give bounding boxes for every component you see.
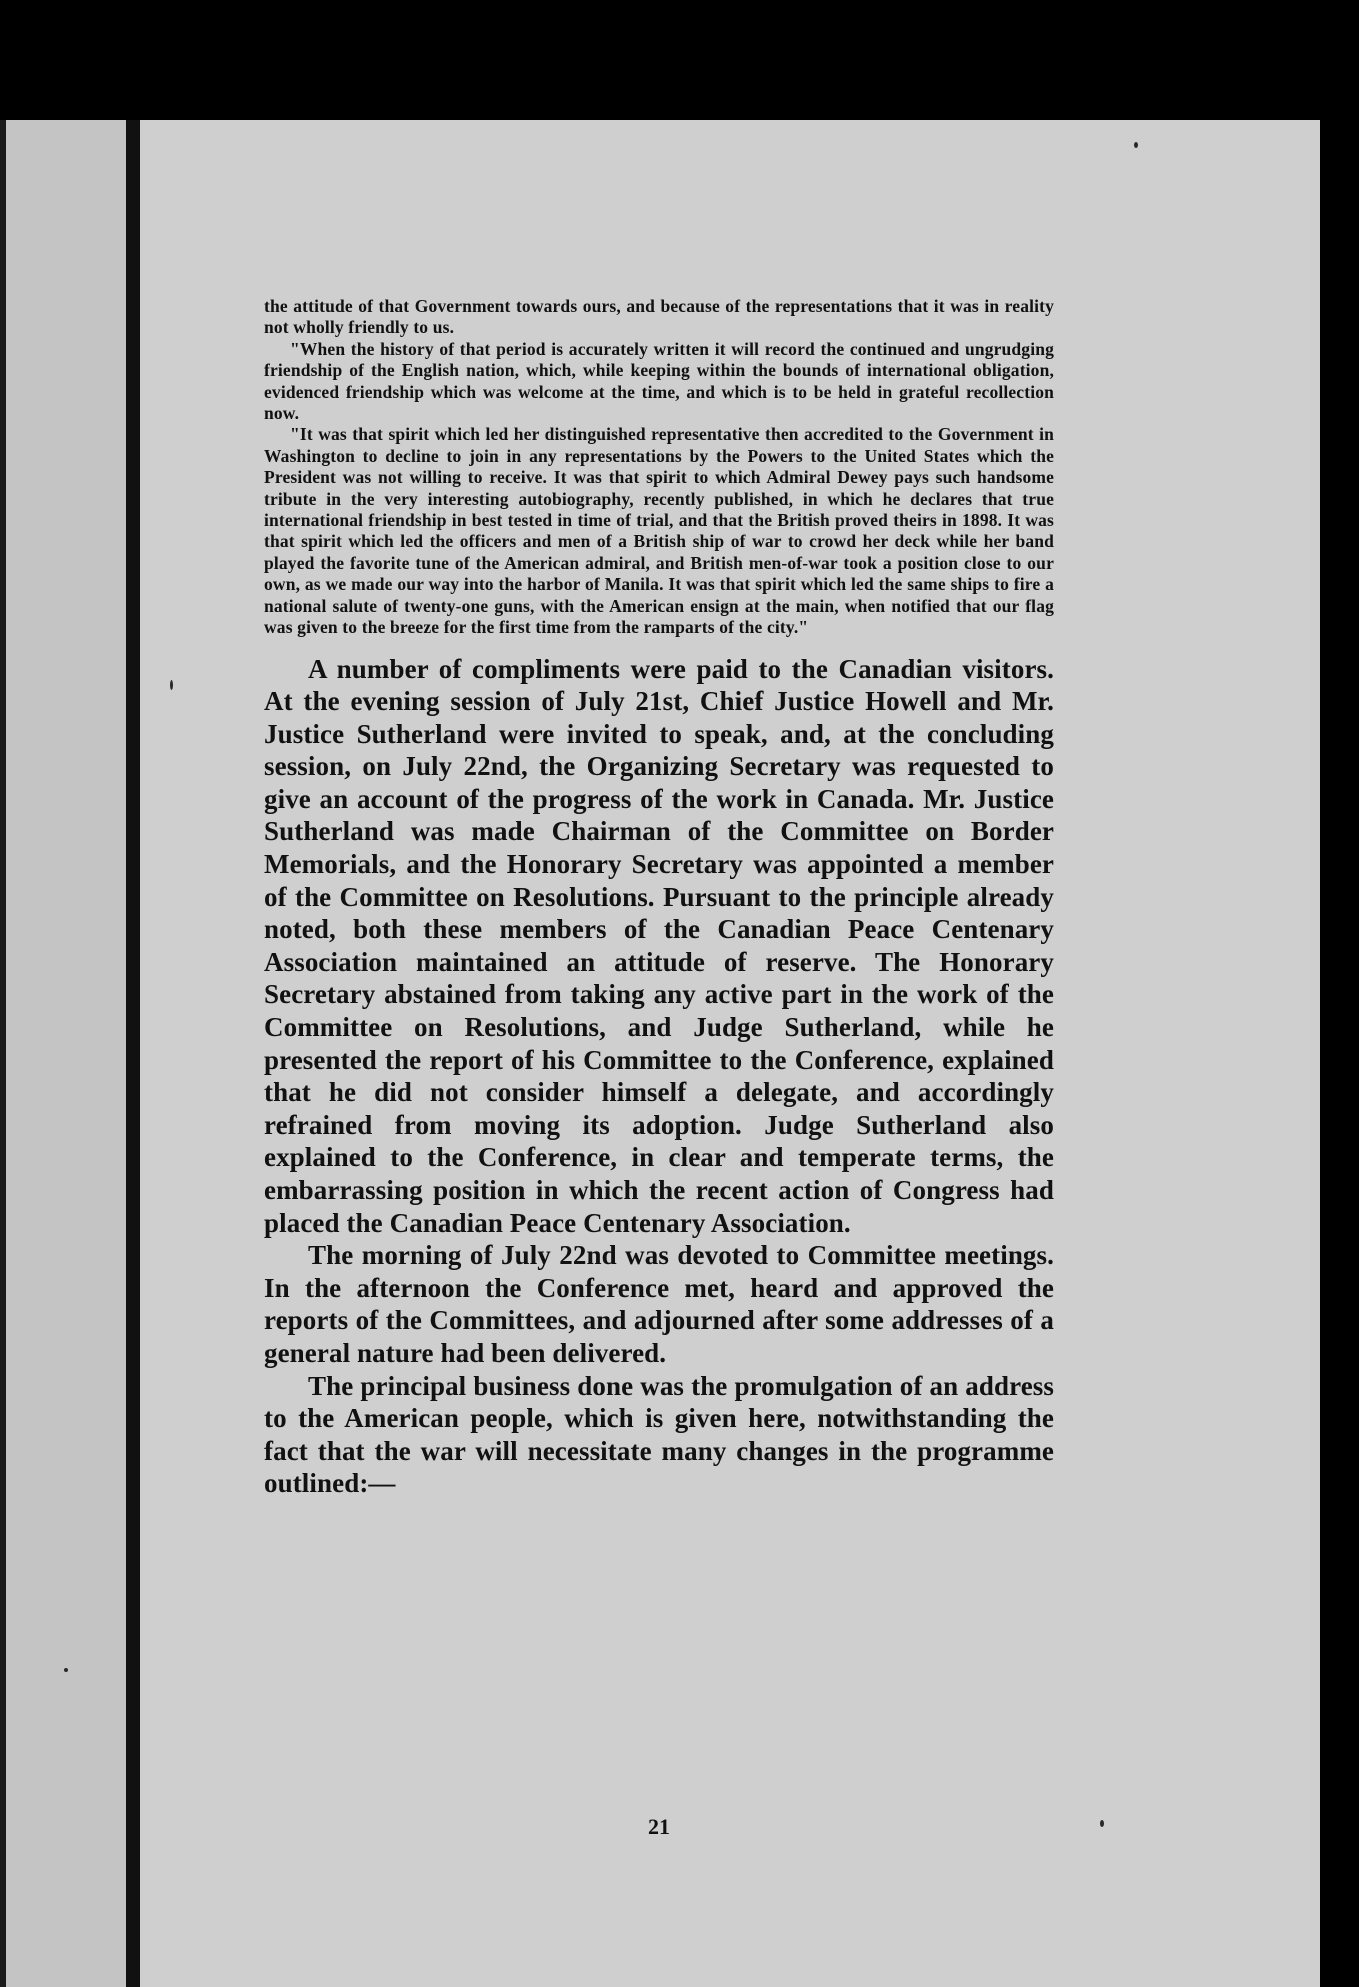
body-paragraph: The morning of July 22nd was devoted to Committee meetings. In the afternoon the Conference met, heard and approved the reports of the Committees, and adjourned after some addresses of a general nature had been delivered. bbox=[264, 1240, 1054, 1368]
body-paragraph: The principal business done was the promulgation of an address to the American people, which is given here, notwithstanding the fact that the war will necessitate many changes in the programme outlined:— bbox=[264, 1370, 1054, 1499]
page-content bbox=[264, 296, 1054, 1839]
scanned-page bbox=[0, 120, 1326, 1987]
quote-paragraph: "When the history of that period is accurately written it will record the continued and ungrudging friendship of the English nation, which, while keeping within the bounds of international obligation, evidenced friendship which was welcome at the time, and which is to be held in grateful recollection now. bbox=[264, 338, 1054, 424]
scan-speck bbox=[1100, 1820, 1104, 1827]
scan-speck bbox=[1134, 142, 1138, 148]
body-text bbox=[264, 653, 1054, 1500]
quote-paragraph: "It was that spirit which led her distinguished representative then accredited to the Government in Washington to decline to join in any representations by the Powers to the United States which the President was not willing to receive. It was that spirit to which Admiral Dewey pays such handsome tribute in the very interesting autobiography, recently published, in which he declares that true international friendship in best tested in time of trial, and that the British proved theirs in 1898. It was that spirit which led the officers and men of a British ship of war to crowd her deck while her band played the favorite tune of the American admiral, and British men-of-war took a position close to our own, as we made our way into the harbor of Manila. It was that spirit which led the same ships to fire a national salute of twenty-one guns, with the American ensign at the main, when notified that our flag was given to the breeze for the first time from the ramparts of the city." bbox=[264, 424, 1054, 638]
binding-edge bbox=[126, 120, 140, 1987]
quote-paragraph: the attitude of that Government towards ours, and because of the representations that it was in reality not wholly friendly to us. bbox=[264, 296, 1054, 338]
scan-speck bbox=[170, 680, 173, 690]
scan-border bbox=[1320, 0, 1359, 1987]
page-number: 21 bbox=[648, 1814, 670, 1839]
quoted-passage bbox=[264, 296, 1054, 639]
scan-speck bbox=[64, 1668, 68, 1672]
binding-margin bbox=[6, 120, 126, 1987]
body-paragraph: A number of compliments were paid to the Canadian visitors. At the evening session of July 21st, Chief Justice Howell and Mr. Justice Sutherland were invited to speak, and, at the concluding session, on July 22nd, the Organizing Secretary was requested to give an account of the progress of the work in Canada. Mr. Justice Sutherland was made Chairman of the Committee on Border Memorials, and the Honorary Secretary was appointed a member of the Committee on Resolutions. Pursuant to the principle already noted, both these members of the Canadian Peace Centenary Association maintained an attitude of reserve. The Honorary Secretary abstained from taking any active part in the work of the Committee on Resolutions, and Judge Sutherland, while he presented the report of his Committee to the Conference, explained that he did not consider himself a delegate, and accordingly refrained from moving its adoption. Judge Sutherland also explained to the Conference, in clear and temperate terms, the embarrassing position in which the recent action of Congress had placed the Canadian Peace Centenary Association. bbox=[264, 653, 1054, 1238]
